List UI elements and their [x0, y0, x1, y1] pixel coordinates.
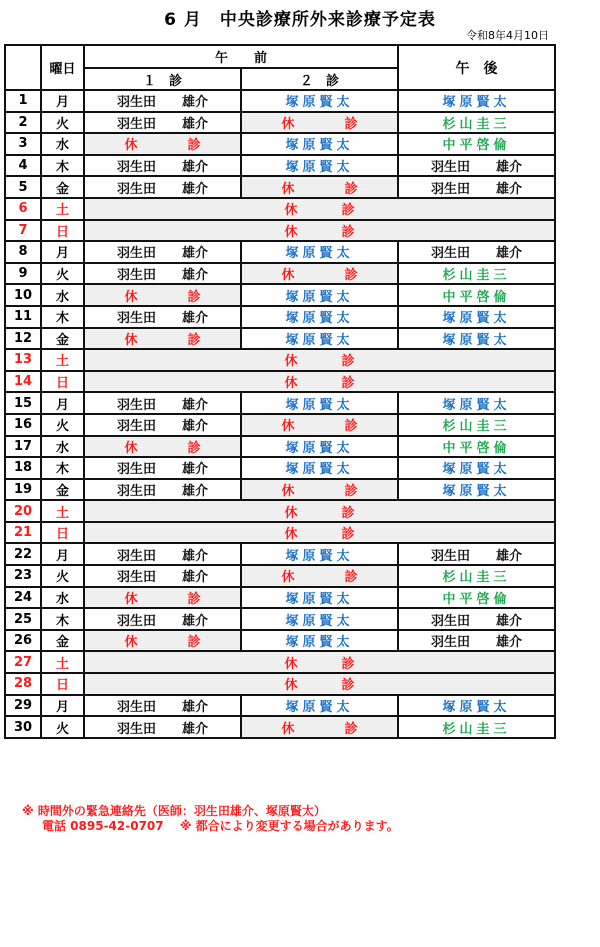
clinic1-doctor: 羽生田 雄介 [84, 392, 241, 414]
header-weekday: 曜日 [41, 45, 84, 90]
afternoon-doctor: 塚原賢太 [398, 306, 555, 328]
table-row [5, 133, 555, 155]
footnote-emergency: ※ 時間外の緊急連絡先（医師：羽生田雄介、塚原賢太） [22, 804, 326, 818]
table-row [5, 565, 555, 587]
weekday: 日 [41, 220, 84, 242]
weekday: 土 [41, 349, 84, 371]
header-day [5, 45, 41, 90]
clinic2-doctor: 休 診 [241, 565, 398, 587]
clinic1-doctor: 羽生田 雄介 [84, 565, 241, 587]
day-number: 15 [5, 392, 41, 414]
clinic2-doctor: 塚原賢太 [241, 284, 398, 306]
day-number: 21 [5, 522, 41, 544]
weekday: 土 [41, 198, 84, 220]
clinic1-doctor: 羽生田 雄介 [84, 112, 241, 134]
afternoon-doctor: 杉山圭三 [398, 716, 555, 738]
table-row [5, 436, 555, 458]
footnote [22, 804, 399, 834]
closed-all-day: 休 診 [84, 500, 555, 522]
table-row [5, 198, 555, 220]
day-number: 9 [5, 263, 41, 285]
day-number: 23 [5, 565, 41, 587]
afternoon-doctor: 羽生田 雄介 [398, 608, 555, 630]
afternoon-doctor: 羽生田 雄介 [398, 241, 555, 263]
clinic2-doctor: 塚原賢太 [241, 392, 398, 414]
clinic1-doctor: 休 診 [84, 436, 241, 458]
clinic1-doctor: 羽生田 雄介 [84, 176, 241, 198]
table-row [5, 587, 555, 609]
clinic2-doctor: 塚原賢太 [241, 155, 398, 177]
clinic1-doctor: 羽生田 雄介 [84, 263, 241, 285]
weekday: 木 [41, 306, 84, 328]
weekday: 木 [41, 155, 84, 177]
day-number: 8 [5, 241, 41, 263]
table-row [5, 630, 555, 652]
clinic1-doctor: 羽生田 雄介 [84, 414, 241, 436]
weekday: 金 [41, 328, 84, 350]
closed-all-day: 休 診 [84, 651, 555, 673]
clinic1-doctor: 羽生田 雄介 [84, 241, 241, 263]
weekday: 金 [41, 630, 84, 652]
weekday: 水 [41, 436, 84, 458]
weekday: 金 [41, 176, 84, 198]
clinic1-doctor: 羽生田 雄介 [84, 695, 241, 717]
weekday: 水 [41, 587, 84, 609]
clinic2-doctor: 塚原賢太 [241, 328, 398, 350]
closed-all-day: 休 診 [84, 349, 555, 371]
table-row [5, 479, 555, 501]
day-number: 16 [5, 414, 41, 436]
table-row [5, 414, 555, 436]
clinic1-doctor: 休 診 [84, 133, 241, 155]
afternoon-doctor: 中平啓倫 [398, 284, 555, 306]
page-title: 6 月 中央診療所外来診療予定表 [164, 10, 436, 30]
clinic1-doctor: 羽生田 雄介 [84, 457, 241, 479]
clinic1-doctor: 羽生田 雄介 [84, 155, 241, 177]
clinic2-doctor: 休 診 [241, 263, 398, 285]
afternoon-doctor: 羽生田 雄介 [398, 176, 555, 198]
afternoon-doctor: 杉山圭三 [398, 414, 555, 436]
day-number: 25 [5, 608, 41, 630]
table-row [5, 241, 555, 263]
weekday: 日 [41, 673, 84, 695]
table-row [5, 695, 555, 717]
schedule-table [4, 44, 556, 739]
table-row [5, 220, 555, 242]
day-number: 19 [5, 479, 41, 501]
table-row [5, 349, 555, 371]
weekday: 土 [41, 500, 84, 522]
afternoon-doctor: 羽生田 雄介 [398, 543, 555, 565]
weekday: 月 [41, 90, 84, 112]
clinic1-doctor: 羽生田 雄介 [84, 479, 241, 501]
day-number: 13 [5, 349, 41, 371]
weekday: 火 [41, 414, 84, 436]
clinic2-doctor: 塚原賢太 [241, 241, 398, 263]
day-number: 28 [5, 673, 41, 695]
closed-all-day: 休 診 [84, 220, 555, 242]
clinic1-doctor: 羽生田 雄介 [84, 90, 241, 112]
weekday: 月 [41, 543, 84, 565]
day-number: 17 [5, 436, 41, 458]
clinic2-doctor: 塚原賢太 [241, 587, 398, 609]
footnote-phone: 電話 0895-42-0707 ※ 都合により変更する場合があります。 [42, 819, 399, 833]
clinic2-doctor: 休 診 [241, 112, 398, 134]
weekday: 日 [41, 371, 84, 393]
table-row [5, 263, 555, 285]
day-number: 1 [5, 90, 41, 112]
afternoon-doctor: 中平啓倫 [398, 587, 555, 609]
table-row [5, 522, 555, 544]
afternoon-doctor: 杉山圭三 [398, 565, 555, 587]
clinic1-doctor: 休 診 [84, 284, 241, 306]
clinic1-doctor: 休 診 [84, 630, 241, 652]
clinic2-doctor: 塚原賢太 [241, 608, 398, 630]
day-number: 14 [5, 371, 41, 393]
weekday: 土 [41, 651, 84, 673]
clinic1-doctor: 羽生田 雄介 [84, 608, 241, 630]
afternoon-doctor: 杉山圭三 [398, 112, 555, 134]
day-number: 10 [5, 284, 41, 306]
weekday: 月 [41, 392, 84, 414]
clinic2-doctor: 塚原賢太 [241, 630, 398, 652]
header-afternoon: 午 後 [398, 45, 555, 90]
schedule-body [5, 90, 555, 738]
closed-all-day: 休 診 [84, 198, 555, 220]
clinic1-doctor: 休 診 [84, 328, 241, 350]
clinic2-doctor: 休 診 [241, 479, 398, 501]
weekday: 木 [41, 608, 84, 630]
afternoon-doctor: 塚原賢太 [398, 328, 555, 350]
table-row [5, 284, 555, 306]
day-number: 22 [5, 543, 41, 565]
afternoon-doctor: 塚原賢太 [398, 695, 555, 717]
day-number: 24 [5, 587, 41, 609]
table-row [5, 500, 555, 522]
weekday: 日 [41, 522, 84, 544]
clinic2-doctor: 塚原賢太 [241, 695, 398, 717]
day-number: 3 [5, 133, 41, 155]
table-row [5, 392, 555, 414]
afternoon-doctor: 羽生田 雄介 [398, 630, 555, 652]
weekday: 火 [41, 716, 84, 738]
table-row [5, 306, 555, 328]
afternoon-doctor: 塚原賢太 [398, 392, 555, 414]
afternoon-doctor: 塚原賢太 [398, 479, 555, 501]
clinic2-doctor: 塚原賢太 [241, 543, 398, 565]
afternoon-doctor: 杉山圭三 [398, 263, 555, 285]
table-row [5, 176, 555, 198]
weekday: 月 [41, 241, 84, 263]
closed-all-day: 休 診 [84, 522, 555, 544]
weekday: 水 [41, 133, 84, 155]
table-row [5, 608, 555, 630]
day-number: 18 [5, 457, 41, 479]
header-morning: 午 前 [84, 45, 398, 68]
day-number: 30 [5, 716, 41, 738]
clinic2-doctor: 休 診 [241, 716, 398, 738]
clinic2-doctor: 塚原賢太 [241, 436, 398, 458]
weekday: 木 [41, 457, 84, 479]
clinic2-doctor: 塚原賢太 [241, 306, 398, 328]
closed-all-day: 休 診 [84, 371, 555, 393]
table-row [5, 328, 555, 350]
table-row [5, 457, 555, 479]
clinic2-doctor: 塚原賢太 [241, 457, 398, 479]
afternoon-doctor: 中平啓倫 [398, 133, 555, 155]
day-number: 20 [5, 500, 41, 522]
weekday: 水 [41, 284, 84, 306]
table-row [5, 371, 555, 393]
clinic2-doctor: 塚原賢太 [241, 133, 398, 155]
day-number: 27 [5, 651, 41, 673]
clinic1-doctor: 休 診 [84, 587, 241, 609]
clinic2-doctor: 塚原賢太 [241, 90, 398, 112]
weekday: 月 [41, 695, 84, 717]
day-number: 6 [5, 198, 41, 220]
clinic2-doctor: 休 診 [241, 176, 398, 198]
header-clinic2: ２ 診 [241, 68, 398, 90]
closed-all-day: 休 診 [84, 673, 555, 695]
day-number: 4 [5, 155, 41, 177]
table-row [5, 543, 555, 565]
weekday: 火 [41, 112, 84, 134]
day-number: 12 [5, 328, 41, 350]
clinic1-doctor: 羽生田 雄介 [84, 543, 241, 565]
clinic2-doctor: 休 診 [241, 414, 398, 436]
day-number: 5 [5, 176, 41, 198]
issue-date: 令和8年4月10日 [466, 29, 549, 42]
table-row [5, 651, 555, 673]
table-row [5, 90, 555, 112]
day-number: 11 [5, 306, 41, 328]
table-row [5, 673, 555, 695]
day-number: 29 [5, 695, 41, 717]
clinic1-doctor: 羽生田 雄介 [84, 306, 241, 328]
day-number: 7 [5, 220, 41, 242]
table-row [5, 716, 555, 738]
weekday: 火 [41, 565, 84, 587]
day-number: 2 [5, 112, 41, 134]
table-row [5, 112, 555, 134]
afternoon-doctor: 中平啓倫 [398, 436, 555, 458]
weekday: 金 [41, 479, 84, 501]
afternoon-doctor: 塚原賢太 [398, 457, 555, 479]
weekday: 火 [41, 263, 84, 285]
clinic1-doctor: 羽生田 雄介 [84, 716, 241, 738]
afternoon-doctor: 塚原賢太 [398, 90, 555, 112]
day-number: 26 [5, 630, 41, 652]
afternoon-doctor: 羽生田 雄介 [398, 155, 555, 177]
header-clinic1: １ 診 [84, 68, 241, 90]
table-row [5, 155, 555, 177]
